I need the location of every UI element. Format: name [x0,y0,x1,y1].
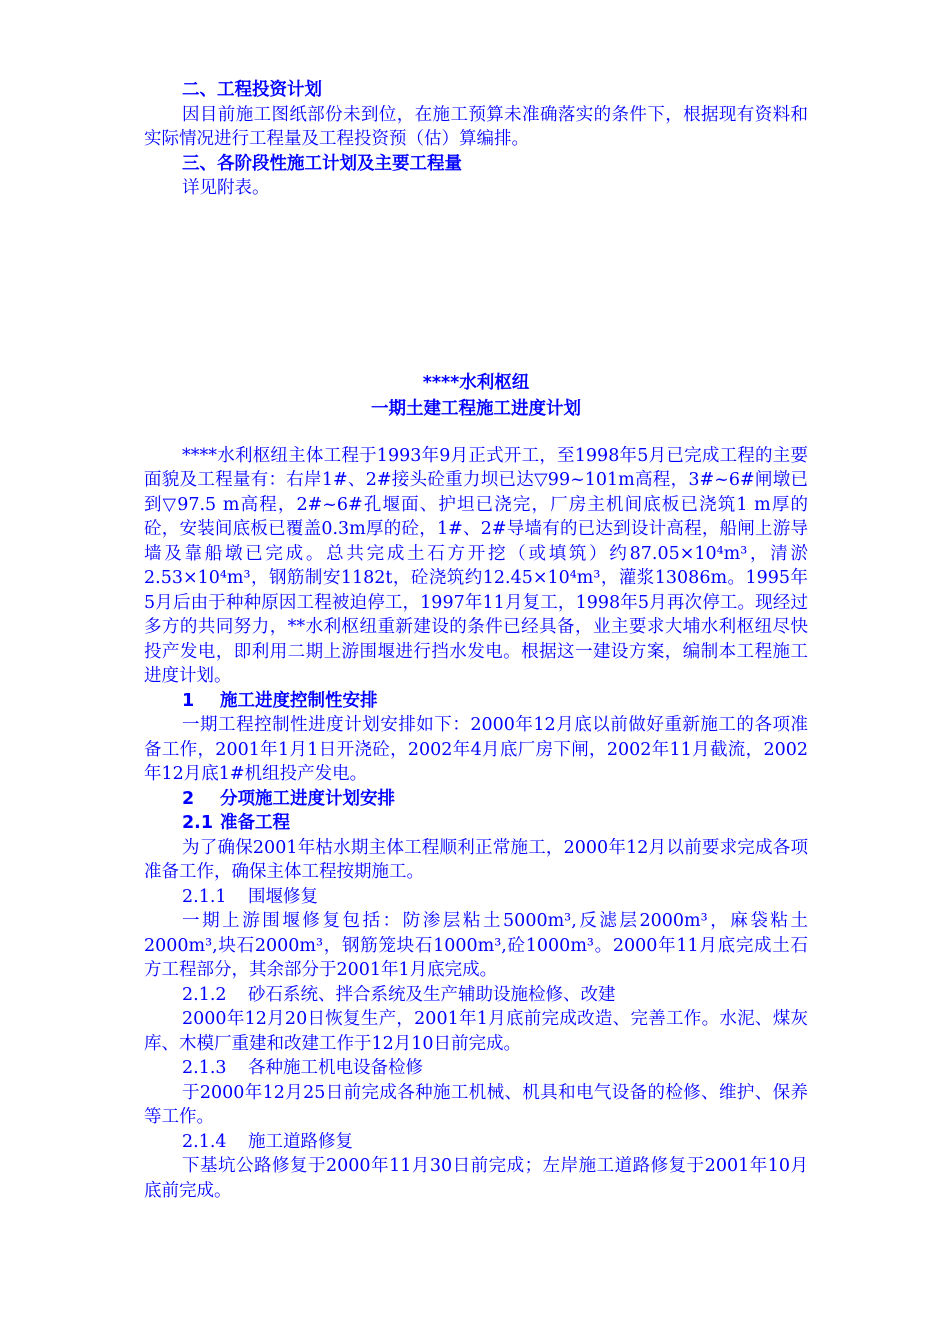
spacer [144,201,808,370]
paragraph: 于2000年12月25日前完成各种施工机械、机具和电气设备的检修、维护、保养等工作。 [144,1082,808,1127]
heading-2: 2 分项施工进度计划安排 [182,788,395,809]
paragraph: 下基坑公路修复于2000年11月30日前完成；左岸施工道路修复于2001年10月底前完成。 [144,1156,808,1201]
paragraph: 为了确保2001年枯水期主体工程顺利正常施工，2000年12月以前要求完成各项准备工作，确保主体工程按期施工。 [144,837,808,882]
heading-2-1: 2.1 准备工程 [182,813,290,833]
heading-2-1-4: 2.1.4 施工道路修复 [182,1131,353,1152]
heading-1: 1 施工进度控制性安排 [182,690,378,711]
spacer [144,422,808,444]
section-heading: 二、工程投资计划 [182,80,322,100]
heading-2-1-2: 2.1.2 砂石系统、拌合系统及生产辅助设施检修、改建 [182,984,616,1005]
paragraph: 一期上游围堰修复包括：防渗层粘土5000m³,反滤层2000m³，麻袋粘土2000m³,块石2000m³，钢筋笼块石1000m³,砼1000m³。2000年11月底完成土石方工程部分，其余部分于2001年1月底完成。 [144,911,808,980]
heading-2-1-1: 2.1.1 围堰修复 [182,886,318,907]
section-heading: 三、各阶段性施工计划及主要工程量 [182,153,462,174]
paragraph: 详见附表。 [182,178,270,198]
document-content [144,78,808,1203]
paragraph: 2000年12月20日恢复生产，2001年1月底前完成改造、完善工作。水泥、煤灰库、木模厂重建和改建工作于12月10日前完成。 [144,1009,808,1054]
intro-paragraph: ****水利枢纽主体工程于1993年9月正式开工，至1998年5月已完成工程的主要面貌及工程量有：右岸1#、2#接头砼重力坝已达▽99~101m高程，3#~6#闸墩已到▽97.5 m高程，2#~6#孔堰面、护坦已浇完，厂房主机间底板已浇筑1 m厚的砼，安装间底板已覆盖0.3m厚的砼，1#、2#导墙有的已达到设计高程，船闸上游导墙及靠船墩已完成。总共完成土石方开挖（或填筑）约87.05×10⁴m³，清淤2.53×10⁴m³，钢筋制安1182t，砼浇筑约12.45×10⁴m³，灌浆13086m。1995年5月后由于种种原因工程被迫停工，1997年11月复工，1998年5月再次停工。现经过多方的共同努力，**水利枢纽重新建设的条件已经具备，业主要求大埔水利枢纽尽快投产发电，即利用二期上游围堰进行挡水发电。根据这一建设方案，编制本工程施工进度计划。 [144,445,808,686]
document-title: ****水利枢纽 [422,372,530,393]
heading-2-1-3: 2.1.3 各种施工机电设备检修 [182,1058,423,1078]
document-subtitle: 一期土建工程施工进度计划 [371,398,581,419]
paragraph: 因目前施工图纸部份未到位，在施工预算未准确落实的条件下，根据现有资料和实际情况进行工程量及工程投资预（估）算编排。 [144,104,808,149]
paragraph: 一期工程控制性进度计划安排如下：2000年12月底以前做好重新施工的各项准备工作，2001年1月1日开浇砼，2002年4月底厂房下闸，2002年11月截流，2002年12月底1#机组投产发电。 [144,715,808,784]
